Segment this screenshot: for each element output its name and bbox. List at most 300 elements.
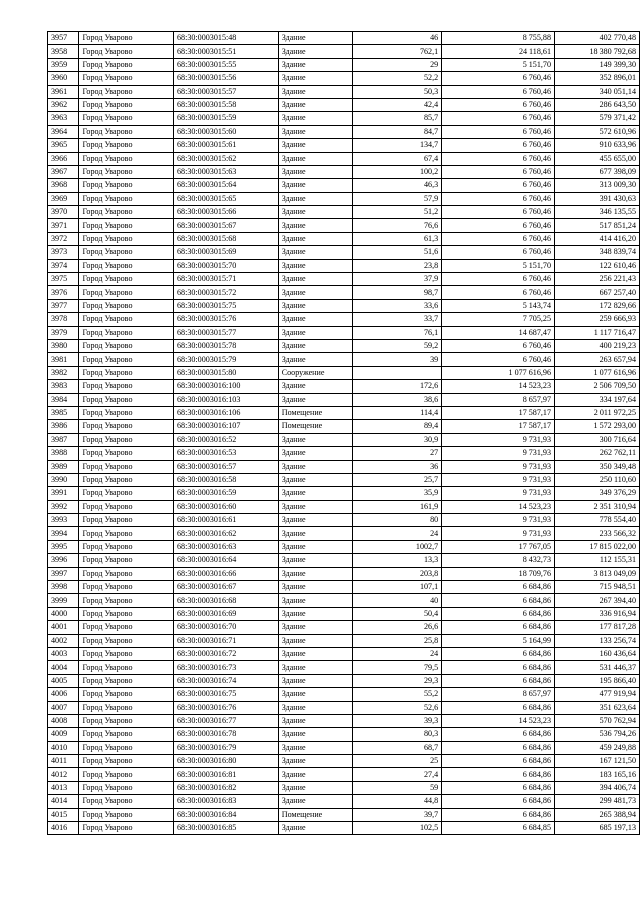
area-cell: 35,9 <box>353 487 442 500</box>
row-number-cell: 3998 <box>48 581 79 594</box>
municipality-cell: Город Уварово <box>79 768 174 781</box>
municipality-cell: Город Уварово <box>79 219 174 232</box>
table-row <box>48 273 640 286</box>
specific-value-cell: 6 760,46 <box>442 353 555 366</box>
municipality-cell: Город Уварово <box>79 165 174 178</box>
municipality-cell: Город Уварово <box>79 339 174 352</box>
object-type-cell: Здание <box>278 768 352 781</box>
cadastral-value-cell: 570 762,94 <box>555 714 640 727</box>
cadastral-value-cell: 2 351 310,94 <box>555 500 640 513</box>
cadastral-number-cell: 68:30:0003016:75 <box>173 688 278 701</box>
cadastral-number-cell: 68:30:0003015:51 <box>173 45 278 58</box>
cadastral-value-cell: 352 896,01 <box>555 72 640 85</box>
object-type-cell: Здание <box>278 728 352 741</box>
cadastral-value-cell: 517 851,24 <box>555 219 640 232</box>
cadastral-value-cell: 685 197,13 <box>555 822 640 835</box>
cadastral-number-cell: 68:30:0003015:80 <box>173 366 278 379</box>
cadastral-value-cell: 172 829,66 <box>555 299 640 312</box>
row-number-cell: 3964 <box>48 125 79 138</box>
object-type-cell: Здание <box>278 688 352 701</box>
area-cell: 27 <box>353 447 442 460</box>
cadastral-value-cell: 122 610,46 <box>555 259 640 272</box>
object-type-cell: Здание <box>278 112 352 125</box>
area-cell: 44,8 <box>353 795 442 808</box>
row-number-cell: 4012 <box>48 768 79 781</box>
specific-value-cell: 6 684,86 <box>442 781 555 794</box>
object-type-cell: Здание <box>278 701 352 714</box>
municipality-cell: Город Уварово <box>79 567 174 580</box>
row-number-cell: 3987 <box>48 433 79 446</box>
object-type-cell: Здание <box>278 259 352 272</box>
cadastral-number-cell: 68:30:0003015:56 <box>173 72 278 85</box>
area-cell: 29,3 <box>353 674 442 687</box>
table-row <box>48 206 640 219</box>
row-number-cell: 4007 <box>48 701 79 714</box>
row-number-cell: 3970 <box>48 206 79 219</box>
cadastral-number-cell: 68:30:0003016:82 <box>173 781 278 794</box>
cadastral-value-cell: 233 566,32 <box>555 527 640 540</box>
specific-value-cell: 17 587,17 <box>442 420 555 433</box>
table-row <box>48 688 640 701</box>
cadastral-number-cell: 68:30:0003016:59 <box>173 487 278 500</box>
object-type-cell: Здание <box>278 326 352 339</box>
cadastral-value-cell: 112 155,31 <box>555 554 640 567</box>
specific-value-cell: 6 684,86 <box>442 768 555 781</box>
row-number-cell: 3995 <box>48 540 79 553</box>
object-type-cell: Здание <box>278 58 352 71</box>
table-row <box>48 326 640 339</box>
table-row <box>48 246 640 259</box>
specific-value-cell: 17 587,17 <box>442 406 555 419</box>
cadastral-number-cell: 68:30:0003016:84 <box>173 808 278 821</box>
row-number-cell: 3980 <box>48 339 79 352</box>
table-row <box>48 460 640 473</box>
table-row <box>48 152 640 165</box>
object-type-cell: Здание <box>278 741 352 754</box>
cadastral-value-cell: 348 839,74 <box>555 246 640 259</box>
row-number-cell: 3983 <box>48 380 79 393</box>
cadastral-number-cell: 68:30:0003015:63 <box>173 165 278 178</box>
cadastral-value-cell: 715 948,51 <box>555 581 640 594</box>
object-type-cell: Здание <box>278 447 352 460</box>
cadastral-value-cell: 455 655,00 <box>555 152 640 165</box>
area-cell <box>353 366 442 379</box>
cadastral-value-cell: 286 643,50 <box>555 98 640 111</box>
area-cell: 26,6 <box>353 621 442 634</box>
specific-value-cell: 6 684,86 <box>442 701 555 714</box>
specific-value-cell: 8 432,73 <box>442 554 555 567</box>
row-number-cell: 3967 <box>48 165 79 178</box>
cadastral-number-cell: 68:30:0003015:65 <box>173 192 278 205</box>
row-number-cell: 3986 <box>48 420 79 433</box>
cadastral-number-cell: 68:30:0003015:71 <box>173 273 278 286</box>
cadastral-number-cell: 68:30:0003015:66 <box>173 206 278 219</box>
specific-value-cell: 6 760,46 <box>442 219 555 232</box>
object-type-cell: Здание <box>278 246 352 259</box>
row-number-cell: 3971 <box>48 219 79 232</box>
area-cell: 172,6 <box>353 380 442 393</box>
specific-value-cell: 6 760,46 <box>442 339 555 352</box>
cadastral-value-cell: 334 197,64 <box>555 393 640 406</box>
table-row <box>48 527 640 540</box>
area-cell: 33,7 <box>353 313 442 326</box>
area-cell: 55,2 <box>353 688 442 701</box>
cadastral-value-cell: 536 794,26 <box>555 728 640 741</box>
cadastral-number-cell: 68:30:0003015:68 <box>173 232 278 245</box>
cadastral-number-cell: 68:30:0003016:62 <box>173 527 278 540</box>
cadastral-value-cell: 340 051,14 <box>555 85 640 98</box>
specific-value-cell: 5 151,70 <box>442 58 555 71</box>
row-number-cell: 4002 <box>48 634 79 647</box>
table-row <box>48 366 640 379</box>
table-row <box>48 192 640 205</box>
cadastral-value-cell: 300 716,64 <box>555 433 640 446</box>
table-row <box>48 540 640 553</box>
municipality-cell: Город Уварово <box>79 728 174 741</box>
municipality-cell: Город Уварово <box>79 634 174 647</box>
row-number-cell: 4000 <box>48 607 79 620</box>
cadastral-value-cell: 18 380 792,68 <box>555 45 640 58</box>
table-row <box>48 406 640 419</box>
table-row <box>48 85 640 98</box>
area-cell: 61,3 <box>353 232 442 245</box>
municipality-cell: Город Уварово <box>79 755 174 768</box>
table-row <box>48 32 640 45</box>
municipality-cell: Город Уварово <box>79 714 174 727</box>
cadastral-number-cell: 68:30:0003015:61 <box>173 139 278 152</box>
row-number-cell: 4009 <box>48 728 79 741</box>
municipality-cell: Город Уварово <box>79 85 174 98</box>
object-type-cell: Здание <box>278 125 352 138</box>
cadastral-number-cell: 68:30:0003016:52 <box>173 433 278 446</box>
municipality-cell: Город Уварово <box>79 366 174 379</box>
row-number-cell: 3966 <box>48 152 79 165</box>
cadastral-value-cell: 2 011 972,25 <box>555 406 640 419</box>
cadastral-value-cell: 531 446,37 <box>555 661 640 674</box>
cadastral-number-cell: 68:30:0003016:70 <box>173 621 278 634</box>
table-row <box>48 728 640 741</box>
municipality-cell: Город Уварово <box>79 192 174 205</box>
area-cell: 79,5 <box>353 661 442 674</box>
cadastral-number-cell: 68:30:0003016:74 <box>173 674 278 687</box>
cadastral-number-cell: 68:30:0003016:53 <box>173 447 278 460</box>
row-number-cell: 3992 <box>48 500 79 513</box>
cadastral-number-cell: 68:30:0003015:75 <box>173 299 278 312</box>
specific-value-cell: 14 523,23 <box>442 714 555 727</box>
object-type-cell: Здание <box>278 192 352 205</box>
table-row <box>48 353 640 366</box>
cadastral-number-cell: 68:30:0003016:57 <box>173 460 278 473</box>
specific-value-cell: 6 760,46 <box>442 98 555 111</box>
municipality-cell: Город Уварово <box>79 380 174 393</box>
area-cell: 59,2 <box>353 339 442 352</box>
object-type-cell: Здание <box>278 232 352 245</box>
specific-value-cell: 6 684,86 <box>442 728 555 741</box>
area-cell: 30,9 <box>353 433 442 446</box>
area-cell: 134,7 <box>353 139 442 152</box>
municipality-cell: Город Уварово <box>79 647 174 660</box>
row-number-cell: 3977 <box>48 299 79 312</box>
table-row <box>48 621 640 634</box>
cadastral-value-cell: 459 249,88 <box>555 741 640 754</box>
municipality-cell: Город Уварово <box>79 701 174 714</box>
table-row <box>48 594 640 607</box>
area-cell: 50,3 <box>353 85 442 98</box>
cadastral-number-cell: 68:30:0003016:78 <box>173 728 278 741</box>
table-row <box>48 232 640 245</box>
municipality-cell: Город Уварово <box>79 447 174 460</box>
cadastral-number-cell: 68:30:0003015:60 <box>173 125 278 138</box>
municipality-cell: Город Уварово <box>79 273 174 286</box>
row-number-cell: 4011 <box>48 755 79 768</box>
cadastral-value-cell: 299 481,73 <box>555 795 640 808</box>
cadastral-number-cell: 68:30:0003016:73 <box>173 661 278 674</box>
row-number-cell: 4004 <box>48 661 79 674</box>
cadastral-value-cell: 183 165,16 <box>555 768 640 781</box>
row-number-cell: 3999 <box>48 594 79 607</box>
area-cell: 1002,7 <box>353 540 442 553</box>
area-cell: 114,4 <box>353 406 442 419</box>
municipality-cell: Город Уварово <box>79 139 174 152</box>
cadastral-value-cell: 667 257,40 <box>555 286 640 299</box>
row-number-cell: 4001 <box>48 621 79 634</box>
object-type-cell: Здание <box>278 98 352 111</box>
area-cell: 13,3 <box>353 554 442 567</box>
cadastral-number-cell: 68:30:0003016:100 <box>173 380 278 393</box>
cadastral-number-cell: 68:30:0003015:72 <box>173 286 278 299</box>
municipality-cell: Город Уварово <box>79 58 174 71</box>
area-cell: 52,2 <box>353 72 442 85</box>
object-type-cell: Здание <box>278 822 352 835</box>
municipality-cell: Город Уварово <box>79 487 174 500</box>
table-row <box>48 433 640 446</box>
table-row <box>48 714 640 727</box>
area-cell: 100,2 <box>353 165 442 178</box>
object-type-cell: Здание <box>278 755 352 768</box>
object-type-cell: Здание <box>278 554 352 567</box>
row-number-cell: 3960 <box>48 72 79 85</box>
object-type-cell: Здание <box>278 299 352 312</box>
specific-value-cell: 6 760,46 <box>442 273 555 286</box>
specific-value-cell: 1 077 616,96 <box>442 366 555 379</box>
row-number-cell: 3981 <box>48 353 79 366</box>
cadastral-number-cell: 68:30:0003016:80 <box>173 755 278 768</box>
cadastral-number-cell: 68:30:0003015:77 <box>173 326 278 339</box>
object-type-cell: Помещение <box>278 808 352 821</box>
object-type-cell: Здание <box>278 621 352 634</box>
cadastral-number-cell: 68:30:0003016:66 <box>173 567 278 580</box>
municipality-cell: Город Уварово <box>79 206 174 219</box>
area-cell: 80 <box>353 514 442 527</box>
row-number-cell: 3991 <box>48 487 79 500</box>
cadastral-value-cell: 133 256,74 <box>555 634 640 647</box>
object-type-cell: Здание <box>278 206 352 219</box>
area-cell: 762,1 <box>353 45 442 58</box>
object-type-cell: Здание <box>278 527 352 540</box>
table-row <box>48 259 640 272</box>
cadastral-number-cell: 68:30:0003015:76 <box>173 313 278 326</box>
specific-value-cell: 6 760,46 <box>442 112 555 125</box>
cadastral-value-cell: 1 572 293,00 <box>555 420 640 433</box>
municipality-cell: Город Уварово <box>79 125 174 138</box>
row-number-cell: 3959 <box>48 58 79 71</box>
table-row <box>48 781 640 794</box>
row-number-cell: 3965 <box>48 139 79 152</box>
municipality-cell: Город Уварово <box>79 433 174 446</box>
specific-value-cell: 6 760,46 <box>442 232 555 245</box>
table-row <box>48 701 640 714</box>
cadastral-value-cell: 910 633,96 <box>555 139 640 152</box>
cadastral-value-cell: 195 866,40 <box>555 674 640 687</box>
table-row <box>48 72 640 85</box>
cadastral-value-cell: 1 077 616,96 <box>555 366 640 379</box>
municipality-cell: Город Уварово <box>79 353 174 366</box>
row-number-cell: 3974 <box>48 259 79 272</box>
row-number-cell: 4010 <box>48 741 79 754</box>
municipality-cell: Город Уварово <box>79 286 174 299</box>
table-row <box>48 420 640 433</box>
cadastral-number-cell: 68:30:0003015:55 <box>173 58 278 71</box>
row-number-cell: 4003 <box>48 647 79 660</box>
object-type-cell: Здание <box>278 795 352 808</box>
row-number-cell: 3993 <box>48 514 79 527</box>
table-row <box>48 755 640 768</box>
row-number-cell: 3968 <box>48 179 79 192</box>
object-type-cell: Здание <box>278 286 352 299</box>
cadastral-number-cell: 68:30:0003016:106 <box>173 406 278 419</box>
area-cell: 42,4 <box>353 98 442 111</box>
cadastral-number-cell: 68:30:0003015:64 <box>173 179 278 192</box>
municipality-cell: Город Уварово <box>79 112 174 125</box>
specific-value-cell: 6 760,46 <box>442 152 555 165</box>
row-number-cell: 3997 <box>48 567 79 580</box>
table-row <box>48 447 640 460</box>
cadastral-number-cell: 68:30:0003016:67 <box>173 581 278 594</box>
object-type-cell: Здание <box>278 85 352 98</box>
area-cell: 68,7 <box>353 741 442 754</box>
object-type-cell: Здание <box>278 487 352 500</box>
object-type-cell: Здание <box>278 661 352 674</box>
specific-value-cell: 17 767,05 <box>442 540 555 553</box>
table-row <box>48 514 640 527</box>
object-type-cell: Здание <box>278 514 352 527</box>
area-cell: 37,9 <box>353 273 442 286</box>
table-row <box>48 393 640 406</box>
municipality-cell: Город Уварово <box>79 299 174 312</box>
cadastral-number-cell: 68:30:0003016:71 <box>173 634 278 647</box>
municipality-cell: Город Уварово <box>79 152 174 165</box>
specific-value-cell: 6 760,46 <box>442 179 555 192</box>
cadastral-value-cell: 263 657,94 <box>555 353 640 366</box>
cadastral-number-cell: 68:30:0003015:48 <box>173 32 278 45</box>
municipality-cell: Город Уварово <box>79 594 174 607</box>
cadastral-number-cell: 68:30:0003016:69 <box>173 607 278 620</box>
area-cell: 24 <box>353 527 442 540</box>
table-row <box>48 139 640 152</box>
specific-value-cell: 6 684,86 <box>442 594 555 607</box>
specific-value-cell: 6 760,46 <box>442 85 555 98</box>
row-number-cell: 3969 <box>48 192 79 205</box>
cadastral-value-cell: 149 399,30 <box>555 58 640 71</box>
cadastral-number-cell: 68:30:0003015:79 <box>173 353 278 366</box>
row-number-cell: 4014 <box>48 795 79 808</box>
area-cell: 33,6 <box>353 299 442 312</box>
specific-value-cell: 5 164,99 <box>442 634 555 647</box>
cadastral-number-cell: 68:30:0003016:107 <box>173 420 278 433</box>
cadastral-number-cell: 68:30:0003015:58 <box>173 98 278 111</box>
specific-value-cell: 6 760,46 <box>442 192 555 205</box>
specific-value-cell: 14 523,23 <box>442 380 555 393</box>
cadastral-value-cell: 1 117 716,47 <box>555 326 640 339</box>
specific-value-cell: 6 760,46 <box>442 286 555 299</box>
area-cell: 40 <box>353 594 442 607</box>
cadastral-number-cell: 68:30:0003016:83 <box>173 795 278 808</box>
area-cell: 50,4 <box>353 607 442 620</box>
row-number-cell: 3978 <box>48 313 79 326</box>
area-cell: 39 <box>353 353 442 366</box>
cadastral-number-cell: 68:30:0003016:63 <box>173 540 278 553</box>
specific-value-cell: 6 760,46 <box>442 206 555 219</box>
row-number-cell: 3989 <box>48 460 79 473</box>
table-row <box>48 473 640 486</box>
municipality-cell: Город Уварово <box>79 460 174 473</box>
object-type-cell: Здание <box>278 139 352 152</box>
cadastral-number-cell: 68:30:0003016:61 <box>173 514 278 527</box>
municipality-cell: Город Уварово <box>79 326 174 339</box>
cadastral-value-cell: 2 506 709,50 <box>555 380 640 393</box>
specific-value-cell: 6 684,86 <box>442 581 555 594</box>
specific-value-cell: 5 143,74 <box>442 299 555 312</box>
table-row <box>48 286 640 299</box>
cadastral-value-cell: 167 121,50 <box>555 755 640 768</box>
object-type-cell: Здание <box>278 781 352 794</box>
cadastral-value-cell: 346 135,55 <box>555 206 640 219</box>
area-cell: 39,3 <box>353 714 442 727</box>
municipality-cell: Город Уварово <box>79 406 174 419</box>
cadastral-value-cell: 267 394,40 <box>555 594 640 607</box>
object-type-cell: Здание <box>278 45 352 58</box>
object-type-cell: Здание <box>278 634 352 647</box>
table-row <box>48 98 640 111</box>
cadastral-number-cell: 68:30:0003015:57 <box>173 85 278 98</box>
municipality-cell: Город Уварово <box>79 741 174 754</box>
cadastral-number-cell: 68:30:0003016:77 <box>173 714 278 727</box>
municipality-cell: Город Уварово <box>79 98 174 111</box>
cadastral-value-cell: 394 406,74 <box>555 781 640 794</box>
row-number-cell: 3975 <box>48 273 79 286</box>
row-number-cell: 4005 <box>48 674 79 687</box>
area-cell: 98,7 <box>353 286 442 299</box>
municipality-cell: Город Уварово <box>79 179 174 192</box>
row-number-cell: 3990 <box>48 473 79 486</box>
specific-value-cell: 9 731,93 <box>442 460 555 473</box>
cadastral-value-cell: 477 919,94 <box>555 688 640 701</box>
specific-value-cell: 6 684,86 <box>442 795 555 808</box>
table-row <box>48 500 640 513</box>
row-number-cell: 3994 <box>48 527 79 540</box>
specific-value-cell: 6 684,86 <box>442 647 555 660</box>
specific-value-cell: 5 151,70 <box>442 259 555 272</box>
municipality-cell: Город Уварово <box>79 420 174 433</box>
cadastral-value-cell: 677 398,09 <box>555 165 640 178</box>
area-cell: 25,8 <box>353 634 442 647</box>
area-cell: 76,1 <box>353 326 442 339</box>
area-cell: 161,9 <box>353 500 442 513</box>
row-number-cell: 3976 <box>48 286 79 299</box>
object-type-cell: Здание <box>278 152 352 165</box>
municipality-cell: Город Уварово <box>79 781 174 794</box>
area-cell: 89,4 <box>353 420 442 433</box>
